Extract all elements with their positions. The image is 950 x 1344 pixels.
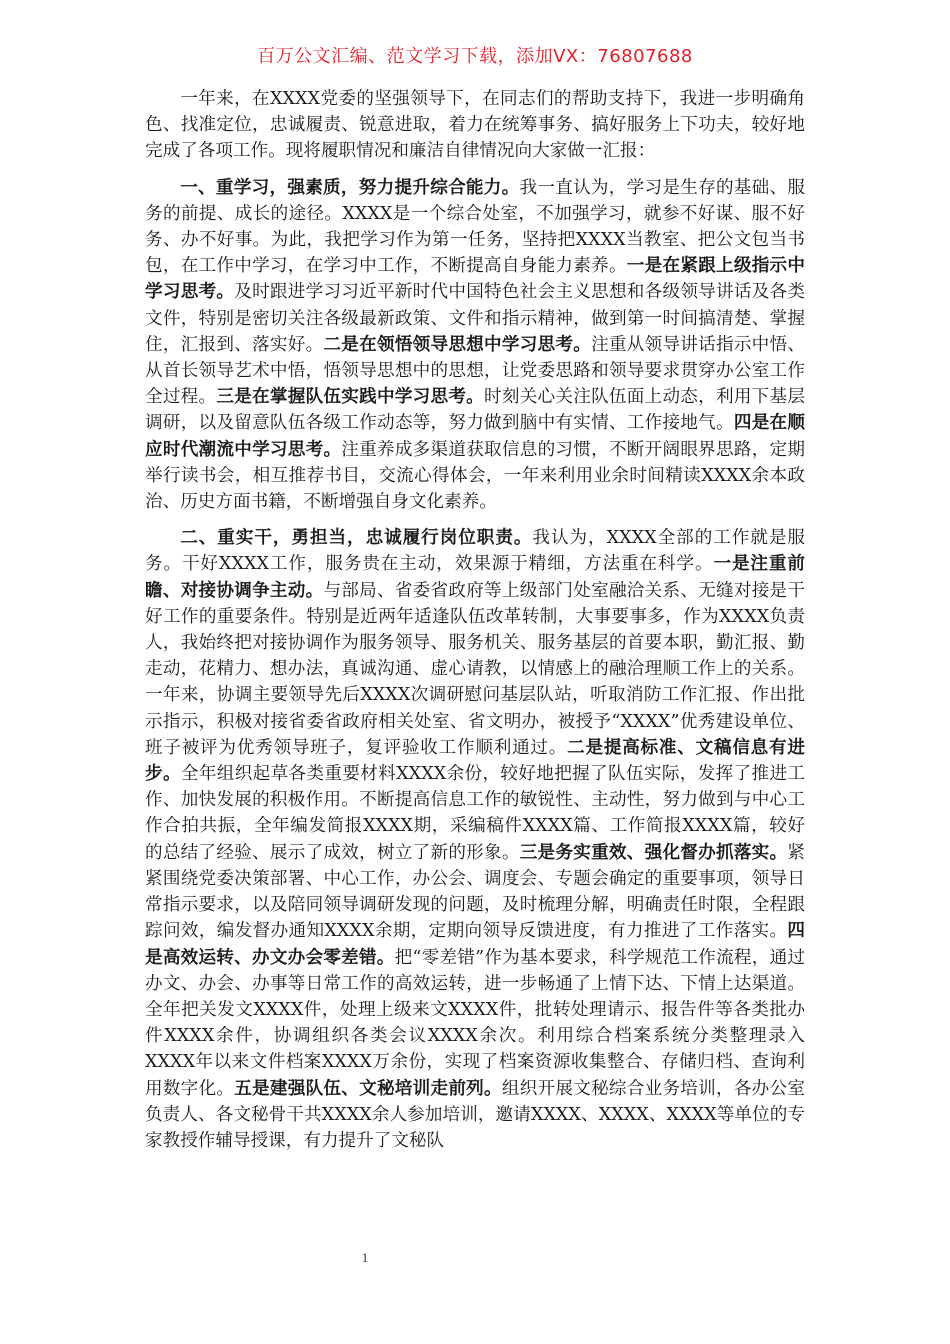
bold-heading-run: 二是在领悟领导思想中学习思考。 xyxy=(323,333,592,355)
text-run: 一年来，在XXXX党委的坚强领导下，在同志们的帮助支持下，我进一步明确角色、找准定位，忠诚履责、锐意进取，着力在统筹事务、搞好服务上下功夫，较好地完成了各项工作。现将履职情况和廉洁自律情况向大家做一汇报： xyxy=(145,89,805,162)
bold-heading-run: 三是务实重效、强化督办抓落实。 xyxy=(519,841,788,863)
text-run: 组织开展文秘综合业务培训，各办公室负责人、各文秘骨干共XXXX余人参加培训，邀请XXXX、XXXX、XXXX等单位的专家教授作辅导授课，有力提升了文秘队 xyxy=(145,1078,805,1151)
text-run: 及时跟进学习习近平新时代中国特色社会主义思想和各级领导讲话及各类文件，特别是密切关注各级最新政策、文件和指示精神，做到第一时间搞清楚、掌握住，汇报到、落实好。 xyxy=(145,282,805,355)
bold-heading-run: 二是提高标准、文稿信息有进步。 xyxy=(145,736,805,785)
paragraph-section-1 xyxy=(145,175,805,516)
text-run: 把“零差错”作为基本要求，科学规范工作流程，通过办文、办会、办事等日常工作的高效运转，进一步畅通了上情下达、下情上达渠道。全年把关发文XXXX件，处理上级来文XXXX件，批转处理请示、报告件等各类批办件XXXX余件，协调组织各类会议XXXX余次。利用综合档案系统分类整理录入XXXX年以来文件档案XXXX万余份，实现了档案资源收集整合、存储归档、查询利用数字化。 xyxy=(145,947,805,1099)
text-run: 全年组织起草各类重要材料XXXX余份，较好地把握了队伍实际，发挥了推进工作、加快发展的积极作用。不断提高信息工作的敏锐性、主动性，努力做到与中心工作合拍共振，全年编发简报XXXX期，采编稿件XXXX篇、工作简报XXXX篇，较好的总结了经验、展示了成效，树立了新的形象。 xyxy=(145,764,805,863)
bold-heading-run: 一、重学习，强素质，努力提升综合能力。 xyxy=(180,176,520,198)
text-run: 与部局、省委省政府等上级部门处室融洽关系、无缝对接是干好工作的重要条件。特别是近两年适逢队伍改革转制，大事要事多，作为XXXX负责人，我始终把对接协调作为服务领导、服务机关、服务基层的首要本职，勤汇报、勤走动，花精力、想办法，真诚沟通、虚心请教，以情感上的融洽理顺工作上的关系。一年来，协调主要领导先后XXXX次调研慰问基层队站，听取消防工作汇报、作出批示指示，积极对接省委省政府相关处室、省文明办，被授予“XXXX”优秀建设单位、班子被评为优秀领导班子，复评验收工作顺利通过。 xyxy=(145,580,805,758)
bold-heading-run: 一是在紧跟上级指示中学习思考。 xyxy=(145,255,805,303)
text-run: 注重养成多渠道获取信息的习惯，不断开阔眼界思路，定期举行读书会，相互推荐书目，交流心得体会，一年来利用业余时间精读XXXX余本政治、历史方面书籍，不断增强自身文化素养。 xyxy=(145,439,805,513)
paragraph-section-2 xyxy=(145,525,805,1154)
promo-banner: 百万公文汇编、范文学习下载，添加VX：76807688 xyxy=(257,46,693,67)
bold-heading-run: 二、重实干，勇担当，忠诚履行岗位职责。 xyxy=(180,527,533,549)
text-run: 时刻关心关注队伍面上动态，利用下基层调研，以及留意队伍各级工作动态等，努力做到脑中有实情、工作接地气。 xyxy=(145,387,805,434)
bold-heading-run: 五是建强队伍、文秘培训走前列。 xyxy=(234,1077,502,1099)
bold-heading-run: 一是注重前瞻、对接协调争主动。 xyxy=(145,553,805,601)
text-run: 我一直认为，学习是生存的基础、服务的前提、成长的途径。XXXX是一个综合处室，不加强学习，就参不好谋、服不好务、办不好事。为此，我把学习作为第一任务，坚持把XXXX当教室、把公文包当书包，在工作中学习，在学习中工作，不断提高自身能力素养。 xyxy=(145,177,805,277)
text-run: 注重从领导讲话指示中悟、从首长领导艺术中悟，悟领导思想中的思想，让党委思路和领导要求贯穿办公室工作全过程。 xyxy=(145,334,805,408)
bold-heading-run: 四是在顺应时代潮流中学习思考。 xyxy=(145,412,805,460)
document-body xyxy=(145,86,805,1164)
text-run: 紧紧围绕党委决策部署、中心工作，办公会、调度会、专题会确定的重要事项，领导日常指示要求，以及陪同领导调研发现的问题，及时梳理分解，明确责任时限，全程跟踪问效，编发督办通知XXXX余期，定期向领导反馈进度，有力推进了工作落实。 xyxy=(145,842,805,942)
bold-heading-run: 四是高效运转、办文办会零差错。 xyxy=(145,920,805,968)
page-number: 1 xyxy=(361,1250,369,1265)
bold-heading-run: 三是在掌握队伍实践中学习思考。 xyxy=(216,386,485,408)
text-run: 我认为，XXXX全部的工作就是服务。干好XXXX工作，服务贵在主动，效果源于精细，方法重在科学。 xyxy=(145,528,805,575)
paragraph-intro xyxy=(145,86,805,165)
